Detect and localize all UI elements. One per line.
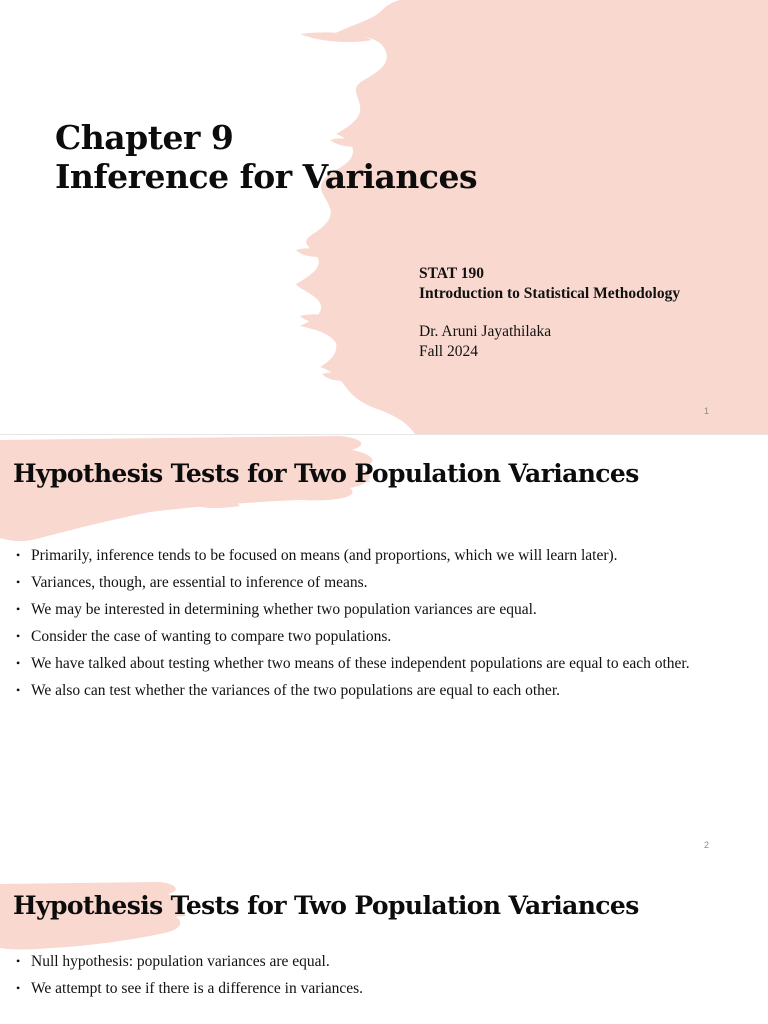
slide-3 bbox=[0, 868, 768, 1024]
bullet-glyph: • bbox=[16, 981, 21, 995]
slide-2 bbox=[0, 434, 768, 868]
bullet-text: Null hypothesis: population variances are equal. bbox=[31, 953, 330, 970]
bullet-list bbox=[14, 546, 752, 708]
instructor-name: Dr. Aruni Jayathilaka bbox=[419, 323, 552, 340]
bullet-item bbox=[14, 681, 752, 700]
bullet-glyph: • bbox=[16, 656, 21, 670]
bullet-item bbox=[14, 600, 752, 619]
brush-stroke-decoration bbox=[0, 0, 768, 434]
bullet-text: We may be interested in determining whether two population variances are equal. bbox=[31, 601, 537, 618]
page-number: 1 bbox=[704, 406, 710, 416]
bullet-list bbox=[14, 952, 752, 1006]
bullet-text: Variances, though, are essential to inference of means. bbox=[31, 574, 368, 591]
bullet-item bbox=[14, 627, 752, 646]
bullet-item bbox=[14, 546, 752, 565]
title-line-1: Chapter 9 bbox=[55, 118, 234, 157]
bullet-text: Primarily, inference tends to be focused on means (and proportions, which we will learn later). bbox=[31, 547, 618, 564]
slide-1 bbox=[0, 0, 768, 434]
bullet-item bbox=[14, 979, 752, 998]
bullet-text: We have talked about testing whether two means of these independent populations are equal to each other. bbox=[31, 655, 690, 672]
bullet-item bbox=[14, 573, 752, 592]
term: Fall 2024 bbox=[419, 343, 478, 360]
slide-divider bbox=[0, 434, 768, 435]
bullet-glyph: • bbox=[16, 602, 21, 616]
slide-heading: Hypothesis Tests for Two Population Variances bbox=[13, 891, 639, 920]
course-info bbox=[419, 264, 680, 362]
title-line-2: Inference for Variances bbox=[55, 157, 478, 196]
bullet-item bbox=[14, 654, 752, 673]
bullet-glyph: • bbox=[16, 575, 21, 589]
bullet-text: We attempt to see if there is a difference in variances. bbox=[31, 980, 363, 997]
bullet-glyph: • bbox=[16, 548, 21, 562]
slide-heading: Hypothesis Tests for Two Population Variances bbox=[13, 459, 639, 488]
bullet-text: Consider the case of wanting to compare two populations. bbox=[31, 628, 392, 645]
bullet-glyph: • bbox=[16, 629, 21, 643]
slide-title bbox=[55, 118, 477, 196]
spacer bbox=[419, 304, 680, 322]
bullet-text: We also can test whether the variances of the two populations are equal to each other. bbox=[31, 682, 560, 699]
page-number: 2 bbox=[704, 840, 710, 850]
course-name: Introduction to Statistical Methodology bbox=[419, 285, 681, 302]
bullet-item bbox=[14, 952, 752, 971]
course-code: STAT 190 bbox=[419, 265, 485, 282]
bullet-glyph: • bbox=[16, 954, 21, 968]
bullet-glyph: • bbox=[16, 683, 21, 697]
